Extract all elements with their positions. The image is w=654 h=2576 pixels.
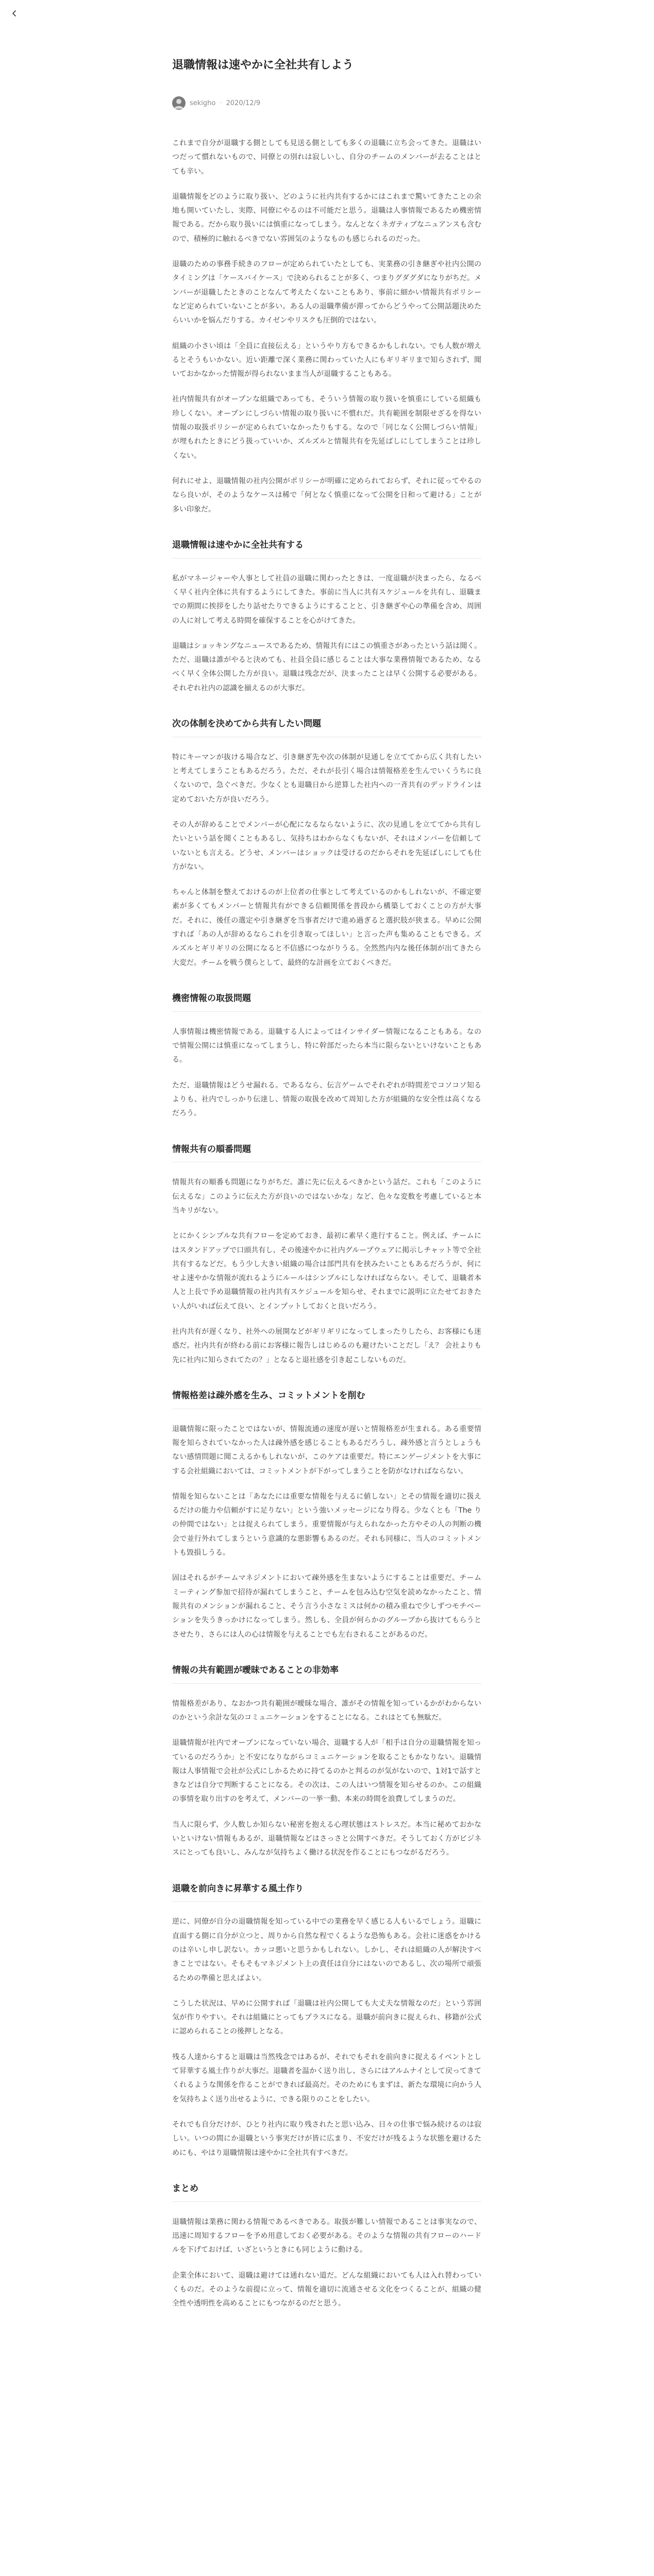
publish-date: 2020/12/9: [226, 99, 261, 107]
article-section: [172, 2183, 481, 2311]
article-section: [172, 1665, 481, 1860]
paragraph: 人事情報は機密情報である。退職する人によってはインサイダー情報になることもある。なので情報公開には慎重になってしまうし、特に幹部だったら本当に限らないといけないこともある。: [172, 1027, 481, 1064]
user-icon: [172, 96, 186, 110]
paragraph: 組織の小さい頃は「全員に直接伝える」というやり方もできるかもしれない。でも人数が増えるとそうもいかない。近い距離で深く業務に関わっていた人にもギリギリまで知らされず、聞いておかなかった情報が得られないまま当人が退職することもある。: [172, 342, 481, 379]
paragraph: 情報を知らないことは「あなたには重要な情報を与えるに値しない」とその情報を適切に扱えるだけの能力や信頼がすに足りない」という強いメッセージになり得る。少なくとも「The りの仲間ではない」とは捉えられてしまう。重要情報が与えられなかった方やその人の判断の機会で並行外れてしまうという意識的な悪影響もあるのだ。それも同様に、当人のコミットメントも毀損しうる。: [172, 1492, 481, 1557]
paragraph: 社内共有が遅くなり、社外への展開などがギリギリになってしまったりしたら、お客様にも迷惑だ。社内共有が終わる前にお客様に報告しはじめるのも避けたいことだし「え？ 会社よりも先に社内に知らされてたの？」となると退社感を引き起こしないものだ。: [172, 1328, 481, 1364]
paragraph: 何れにせよ、退職情報の社内公開がポリシーが明確に定められておらず、それに従ってやるのなら良いが、そのようなケースは稀で「何となく慎重になって公開を日和って避ける」ことが多い印象だ。: [172, 477, 481, 514]
paragraph: 退職はショッキングなニュースであるため、情報共有にはこの慎重さがあったという話は聞く。ただ、退職は誰がやると決めても、社員全員に感じることは大事な業務情報であるため、なるべく早く全体公開した方が良い。退職は残念だが、決まったことは早く公開する必要がある。それぞれ社内の認識を揃えるのが大事だ。: [172, 641, 481, 692]
paragraph: 退職情報に限ったことではないが、情報流通の速度が遅いと情報格差が生まれる。ある重要情報を知らされていなかった人は疎外感を感じることもあるだろうし、疎外感と言うとしょうもない感情問題に聞こえるかもしれないが、このケアは重要だ。特にエンゲージメントを大事にする会社組織においては、コミットメントが下がってしまうことを防がなければならない。: [172, 1425, 481, 1476]
article-title: 退職情報は速やかに全社共有しよう: [172, 59, 354, 72]
paragraph: こうした状況は、早めに公開すれば「退職は社内公開しても大丈夫な情報なのだ」という雰囲気が作りやすい。それは組織にとってもプラスになる。退職が前向きに捉えられ、移籍が公式に認められることの後押しとなる。: [172, 1999, 481, 2036]
section-heading: 退職情報は速やかに全社共有する: [172, 539, 481, 558]
paragraph: 私がマネージャーや人事として社員の退職に関わったときは、一度退職が決まったら、なるべく早く社内全体に共有するようにしてきた。事前に当人に共有スケジュールを共有し、退職までの期間に挨拶をしたり話せたりできるようにすることと、引き継ぎや心の準備を含め、周囲の人に対して考える時間を確保することを心がけてきた。: [172, 574, 481, 625]
paragraph: それでも自分だけが、ひとり社内に取り残されたと思い込み、日々の仕事で悩み続けるのは寂しい。いつの間にか退職という事実だけが皆に広まり、不安だけが残るような状態を避けるためにも、やはり退職情報は速やかに全社共有すべきだ。: [172, 2120, 481, 2157]
section-heading: まとめ: [172, 2183, 481, 2202]
paragraph: 退職情報をどのように取り扱い、どのように社内共有するかにはこれまで驚いてきたことの余地も開いていたし、実際、同僚にやるのは不可能だと思う。退職は人事情報であるため機密情報である。だから取り扱いには慎重になってしまう。なんとなくネガティブなニュアンスも含むので、積極的に触れるべきでない雰囲気のようなものも感じられるのだった。: [172, 192, 481, 243]
paragraph: ちゃんと体制を整えておけるのが上位者の仕事として考えているのかもしれないが、不確定要素が多くてもメンバーと情報共有ができる信頼関係を普段から構築しておくことの方が大事だ。それに、後任の選定や引き継ぎを当事者だけで進め過ぎると選択肢が狭まる。早めに公開すれば「あの人が辞めるならこれを引き取ってほしい」と言った声も集めることもできる。ズルズルとギリギリの公開になると不信感につながりうる。全然然内内な後任体制が出てきたら大変だ。チームを戦う僕らとして、最終的な計画を立ておくべきだ。: [172, 888, 481, 967]
section-heading: 情報格差は疎外感を生み、コミットメントを削む: [172, 1390, 481, 1409]
section-heading: 情報共有の順番問題: [172, 1144, 481, 1163]
paragraph: 企業全体において、退職は避けては通れない道だ。どんな組織においても人は入れ替わっていくものだ。そのような前提に立って、情報を適切に流通させる文化をつくることが、組織の健全性や透明性を高めることにもつながるのだと思う。: [172, 2271, 481, 2308]
article-section: [172, 1144, 481, 1367]
paragraph: 特にキーマンが抜ける場合など、引き継ぎ先や次の体制が見通しを立ててから広く共有したいと考えてしまうこともあるだろう。ただ、それが長引く場合は情報格差を生んでいくうちに良くないので、急ぐべきだ。少なくとも退職日から逆算した社内への一斉共有のデッドラインは定めておいた方が良いだろう。: [172, 753, 481, 804]
paragraph: 社内情報共有がオープンな組織であっても、そういう情報の取り扱いを慎重にしている組織も珍しくない。オープンにしづらい情報の取り扱いに不慣れだ。共有範囲を制限せざるを得ない情報の取扱ポリシーが定められていなかったりもする。なので「同じなく公開しづらい情報」が埋もれたときにどう扱っていいか、ズルズルと情報共有を先延ばしにしてしまうことは珍しくない。: [172, 395, 481, 460]
back-button[interactable]: [7, 6, 22, 21]
paragraph: 情報共有の順番も問題になりがちだ。誰に先に伝えるべきかという話だ。これも「このように伝えるな」このように伝えた方が良いのではないかな」など、色々な変数を考慮していると本当キリがない。: [172, 1178, 481, 1215]
paragraph: 固はそれるがチームマネジメントにおいて疎外感を生まないようにすることは重要だ。チームミーティング参加で招待が漏れてしまうこと、チームを包み込む空気を読めなかったこと、情報共有のメンションが漏れること、そう言う小さなミスは何かの積み重ねで少しずつモチベーションを失うきっかけになってしまう。然しも、全員が何らかのグループから抜けてもらうとさせたり、さらには人の心は情報を与えることでも左右されることがあるのだ。: [172, 1574, 481, 1639]
article-section: [172, 718, 481, 970]
article-body: [172, 137, 481, 2311]
paragraph: 逆に、同僚が自分の退職情報を知っている中での業務を早く感じる人もいるでしょう。退職に直面する側に自分が立つと、周りから自然な程でくるような恐怖もある。会社に迷惑をかけるのは辛いし申し訳ない。カッコ悪いと思うかもしれない。しかし、それは組織の人が解決すべきことではない。そもそもマネジメント上の責任は自分にはないのであるし、次の場所で頑張るための準備と思えばよい。: [172, 1918, 481, 1982]
paragraph: 退職情報が社内でオープンになっていない場合、退職する人が「相手は自分の退職情報を知っているのだろうか」と不安になりながらコミュニケーションを取ることもかなりない。退職情報は人事情報で会社が公式にしかるために持てるのかと判るのが気がないので、1対1で話すときなどは自分で判断することになる。その次は、この人はいつ情報を知らせるのか。この組織の事情を取り出すのを考えて、メンバーの一挙一動、本来の時間を浪費してしまうのだ。: [172, 1739, 481, 1804]
paragraph: 情報格差があり、なおかつ共有範囲が曖昧な場合、誰がその情報を知っているかがわからないのかという余計な気のコミュニケーションをすることになる。これはとても無駄だ。: [172, 1699, 481, 1722]
paragraph: これまで自分が退職する側としても見送る側としても多くの退職に立ち会ってきた。退職はいつだって慣れないもので、同僚との別れは寂しいし、自分のチームのメンバーが去ることはとても辛い。: [172, 139, 481, 176]
section-heading: 次の体制を決めてから共有したい問題: [172, 718, 481, 737]
article: [172, 57, 481, 2322]
paragraph: ただ、退職情報はどうせ漏れる。であるなら、伝言ゲームでそれぞれが時間差でコソコソ知るよりも、社内でしっかり伝達し、情報の取扱を改めて周知した方が組織的な安全性は高くなるだろう。: [172, 1081, 481, 1118]
meta-separator: ·: [220, 99, 222, 107]
paragraph: 残る人達からすると退職は当然残念ではあるが、それでもそれを前向きに捉えるイベントとして昇華する風土作りが大事だ。退職者を温かく送り出し、さらにはアルムナイとして戻ってきてくれるような関係を作ることができれば最高だ。そのためにもまずは、新たな環境に向かう人を気持ちよく送り出せるように、できる限りのことをしたい。: [172, 2053, 481, 2104]
author-name[interactable]: sekigho: [190, 99, 216, 107]
arrow-left-icon: [10, 9, 19, 18]
article-section: [172, 539, 481, 696]
article-section: [172, 137, 481, 517]
paragraph: 当人に限らず、少人数しか知らない秘密を抱える心理状態はストレスだ。本当に秘めておかないといけない情報もあるが、退職情報などはさっさと公開すべきだ。そうしておく方がビジネスにとっても良いし、みんなが気持ちよく働ける状況を作ることにもつながるだろう。: [172, 1820, 481, 1857]
paragraph: その人が辞めることでメンバーが心配になるならないように、次の見通しを立ててから共有したいという話を聞くこともあるし、気持ちはわからなくもないが、それはメンバーを信頼していないとも言える。どうせ、メンバーはショックは受けるのだからそれを先延ばしにしても仕方がない。: [172, 820, 481, 871]
paragraph: 退職情報は業務に関わる情報であるべきである。取扱が難しい情報であることは事実なので、迅速に周知するフローを予め用意しておく必要がある。そのような情報の共有フローのハードルを下げておけば、いざというときにも同じように動ける。: [172, 2217, 481, 2255]
section-heading: 退職を前向きに昇華する風土作り: [172, 1883, 481, 1902]
section-heading: 機密情報の取扱問題: [172, 993, 481, 1012]
paragraph: とにかくシンプルな共有フローを定めておき、最初に素早く進行すること。例えば、チームにはスタンドアップで口頭共有し、その後速やかに社内グループウェアに掲示しチャット等で全社共有するなどだ。もう少し大きい組織の場合は部門共有を挟みたいこともあるだろうが、何にせよ速やかな情報が流れるようにルールはシンプルにしなければならない。そして、退職者本人と上長で予め退職情報の社内共有スケジュールを知らせ、それまでに説明に立たせておきたい人がいれば伝えて良い、とインプットしておくと良いだろう。: [172, 1232, 481, 1311]
paragraph: 退職のための事務手続きのフローが定められていたとしても、実業務の引き継ぎや社内公開のタイミングは「ケースバイケース」で決められることが多く、つまりグダグダになりがちだ。メンバーが退職したときのことなんて考えたくないこともあり、事前に細かい情報共有ポリシーなど定められていないことが多い。ある人の退職準備が滞ってからどうやって公開話題決めたらいいかを悩んだりする。カイゼンやリスクも圧倒的ではない。: [172, 260, 481, 325]
article-meta: [172, 96, 481, 110]
section-heading: 情報の共有範囲が曖昧であることの非効率: [172, 1665, 481, 1684]
article-section: [172, 993, 481, 1121]
article-section: [172, 1883, 481, 2160]
avatar[interactable]: [172, 96, 186, 110]
article-section: [172, 1390, 481, 1642]
